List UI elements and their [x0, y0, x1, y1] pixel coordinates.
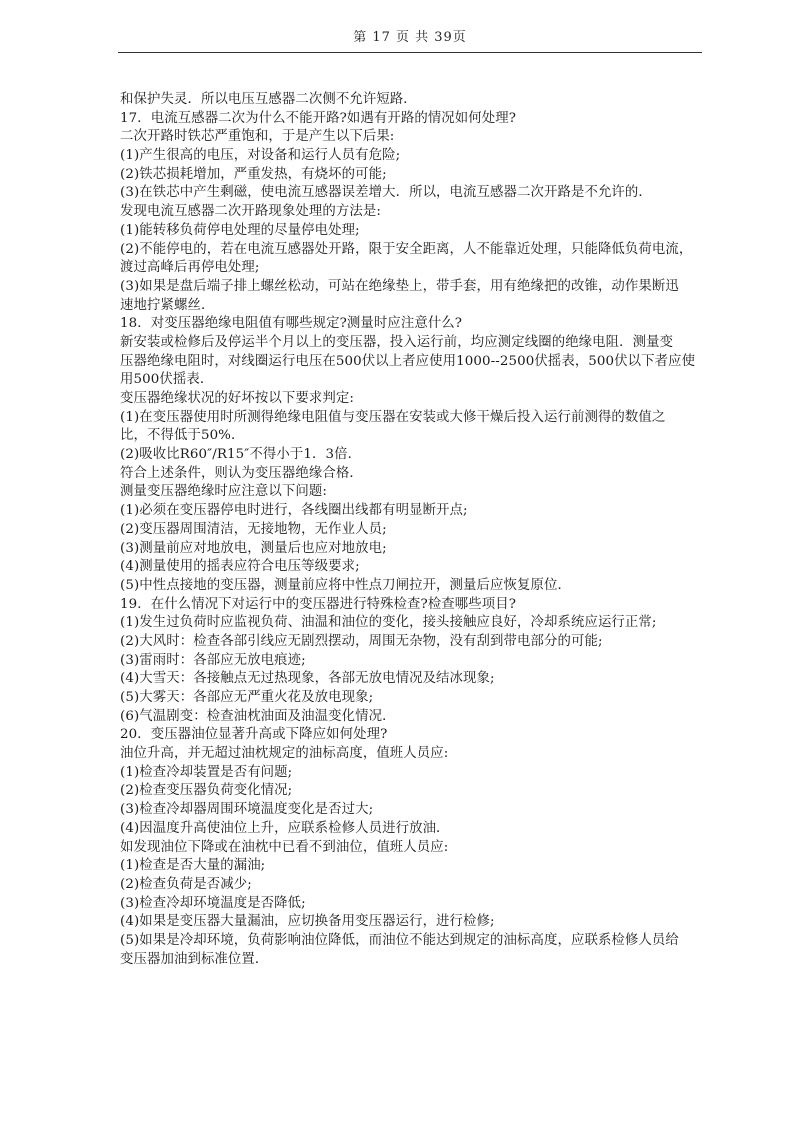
- text-line: 新安装或检修后及停运半个月以上的变压器，投入运行前，均应测定线圈的绝缘电阻．测量变: [120, 334, 674, 350]
- text-line: (1)检查冷却装置是否有问题;: [120, 764, 293, 780]
- text-line: 压器绝缘电阻时，对线圈运行电压在500伏以上者应使用1000--2500伏摇表，500伏以下者应使: [120, 353, 696, 369]
- text-line: (5)大雾天：各部应无严重火花及放电现象;: [120, 690, 374, 705]
- text-line: (3)在铁芯中产生剩磁，使电流互感器误差增大．所以，电流互感器二次开路是不允许的．: [120, 185, 652, 201]
- text-line: 发现电流互感器二次开路现象处理的方法是:: [120, 204, 381, 220]
- text-line: 如发现油位下降或在油枕中已看不到油位，值班人员应:: [120, 839, 449, 855]
- text-line: 17．电流互感器二次为什么不能开路?如遇有开路的情况如何处理?: [120, 110, 517, 126]
- text-line: (2)不能停电的，若在电流互感器处开路，限于安全距离，人不能靠近处理，只能降低负荷电流，: [120, 241, 693, 257]
- text-line: 19．在什么情况下对运行中的变压器进行特殊检查?检查哪些项目?: [120, 596, 517, 612]
- text-line: (2)铁芯损耗增加，严重发热，有烧坏的可能;: [120, 166, 387, 182]
- text-line: (4)大雪天：各接触点无过热现象，各部无放电情况及结冰现象;: [120, 671, 495, 687]
- text-line: 二次开路时铁芯严重饱和，于是产生以下后果:: [120, 129, 395, 145]
- text-line: (1)检查是否大量的漏油;: [120, 858, 266, 874]
- text-line: 符合上述条件，则认为变压器绝缘合格．: [120, 465, 363, 481]
- document-body: [120, 91, 720, 969]
- text-line: 变压器加油到标准位置．: [120, 951, 269, 967]
- text-line: 测量变压器绝缘时应注意以下问题:: [120, 484, 327, 500]
- header-divider: [118, 52, 702, 53]
- text-line: 比，不得低于50%．: [120, 428, 245, 444]
- text-line: (1)产生很高的电压，对设备和运行人员有危险;: [120, 148, 401, 164]
- text-line: (2)检查负荷是否减少;: [120, 876, 252, 892]
- text-line: (3)检查冷却环境温度是否降低;: [120, 895, 306, 911]
- text-line: (5)如果是冷却环境，负荷影响油位降低，而油位不能达到规定的油标高度，应联系检修人员给: [120, 932, 679, 948]
- text-line: (3)测量前应对地放电，测量后也应对地放电;: [120, 540, 387, 556]
- text-line: 变压器绝缘状况的好坏按以下要求判定:: [120, 391, 354, 406]
- text-line: (2)大风时：检查各部引线应无剧烈摆动，周围无杂物，没有刮到带电部分的可能;: [120, 633, 603, 649]
- text-line: 18．对变压器绝缘电阻值有哪些规定?测量时应注意什么?: [120, 316, 463, 332]
- text-line: (1)在变压器使用时所测得绝缘电阻值与变压器在安装或大修干燥后投入运行前测得的数值之: [120, 409, 666, 425]
- text-line: 20．变压器油位显著升高或下降应如何处理?: [120, 727, 388, 743]
- text-line: (5)中性点接地的变压器，测量前应将中性点刀闸拉开，测量后应恢复原位．: [120, 577, 571, 593]
- text-line: (4)如果是变压器大量漏油，应切换备用变压器运行，进行检修;: [120, 914, 495, 930]
- text-line: (2)检查变压器负荷变化情况;: [120, 783, 293, 799]
- text-line: (2)变压器周围清洁，无接地物，无作业人员;: [120, 521, 387, 537]
- text-line: 和保护失灵．所以电压互感器二次侧不允许短路．: [120, 92, 417, 107]
- text-line: (1)必须在变压器停电时进行，各线圈出线都有明显断开点;: [120, 503, 468, 519]
- text-line: 用500伏摇表．: [120, 372, 214, 388]
- text-line: (3)雷雨时：各部应无放电痕迹;: [120, 652, 306, 668]
- text-line: (4)测量使用的摇表应符合电压等级要求;: [120, 559, 360, 575]
- text-line: (1)发生过负荷时应监视负荷、油温和油位的变化，接头接触应良好，冷却系统应运行正常;: [120, 615, 657, 631]
- text-line: (3)检查冷却器周围环境温度变化是否过大;: [120, 802, 374, 818]
- text-line: (3)如果是盘后端子排上螺丝松动，可站在绝缘垫上，带手套，用有绝缘把的改锥，动作果断迅: [120, 278, 679, 294]
- text-line: 渡过高峰后再停电处理;: [120, 260, 260, 276]
- text-line: 速地拧紧螺丝．: [120, 297, 215, 313]
- text-line: (1)能转移负荷停电处理的尽量停电处理;: [120, 222, 360, 238]
- page-header: [118, 14, 702, 58]
- text-line: 油位升高，并无超过油枕规定的油标高度，值班人员应:: [120, 746, 449, 762]
- page-number: 第 17 页 共 39页: [353, 30, 467, 45]
- text-line: (4)因温度升高使油位上升，应联系检修人员进行放油．: [120, 820, 450, 836]
- text-line: (6)气温剧变：检查油枕油面及油温变化情况．: [120, 708, 396, 724]
- text-line: (2)吸收比R60″/R15″不得小于1．3倍．: [120, 447, 362, 463]
